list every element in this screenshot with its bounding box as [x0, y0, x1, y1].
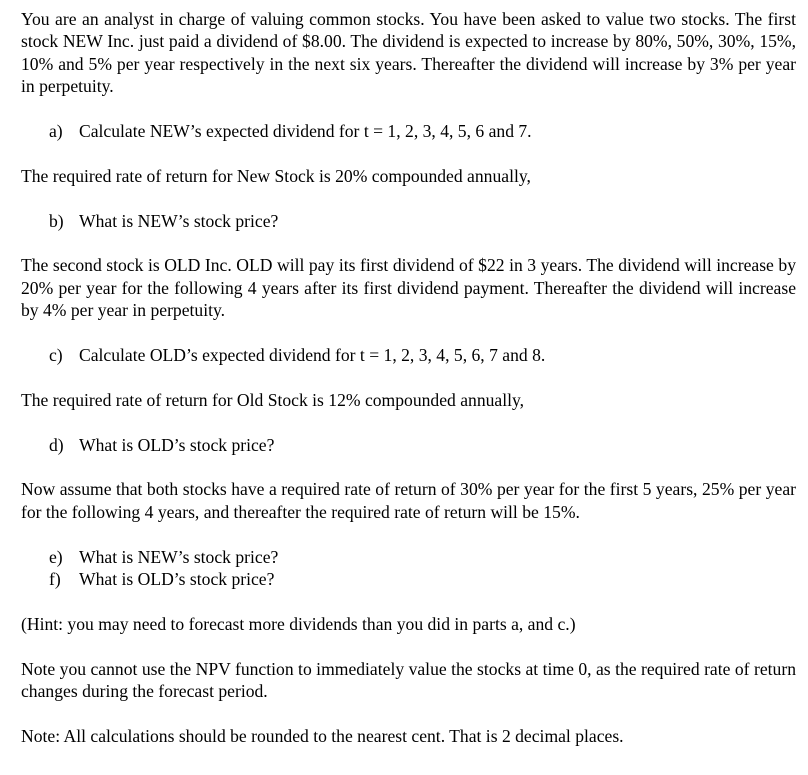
question-a-marker: a) [49, 121, 63, 142]
question-c-marker: c) [49, 345, 63, 366]
question-b-text: What is NEW’s stock price? [79, 210, 279, 231]
question-f-marker: f) [49, 569, 61, 590]
spacer [21, 456, 796, 478]
question-e [21, 546, 796, 568]
question-c-text: Calculate OLD’s expected dividend for t = 1, 2, 3, 4, 5, 6, 7 and 8. [79, 345, 546, 366]
spacer [21, 142, 796, 164]
spacer [21, 523, 796, 545]
question-c [21, 344, 796, 366]
question-d-marker: d) [49, 434, 64, 455]
old-rate-paragraph: The required rate of return for Old Stock is 12% compounded annually, [21, 389, 525, 410]
question-b-marker: b) [49, 210, 64, 231]
question-f [21, 568, 796, 590]
spacer [21, 98, 796, 120]
spacer [21, 187, 796, 209]
document-body [21, 8, 796, 747]
spacer [21, 702, 796, 724]
question-a [21, 120, 796, 142]
rounding-note-paragraph: Note: All calculations should be rounded to the nearest cent. That is 2 decimal places. [21, 725, 624, 746]
question-a-text: Calculate NEW’s expected dividend for t = 1, 2, 3, 4, 5, 6 and 7. [79, 121, 532, 142]
spacer [21, 366, 796, 388]
spacer [21, 411, 796, 433]
old-intro-paragraph: The second stock is OLD Inc. OLD will pay its first dividend of $22 in 3 years. The dividend will increase by 20% per year for the following 4 years after its first dividend payment. Thereafter the dividend will increase by 4% per year in perpetuity. [21, 255, 796, 321]
npv-note-paragraph: Note you cannot use the NPV function to immediately value the stocks at time 0, as the required rate of return changes during the forecast period. [21, 658, 796, 702]
intro-paragraph: You are an analyst in charge of valuing common stocks. You have been asked to value two stocks. The first stock NEW Inc. just paid a dividend of $8.00. The dividend is expected to increase by 80%, 50%, 30%, 15%, 10% and 5% per year respectively in the next six years. Thereafter the dividend will increase by 3% per year in perpetuity. [21, 9, 796, 97]
spacer [21, 635, 796, 657]
new-rate-paragraph: The required rate of return for New Stock is 20% compounded annually, [21, 165, 531, 186]
spacer [21, 322, 796, 344]
spacer [21, 232, 796, 254]
question-f-text: What is OLD’s stock price? [79, 569, 275, 590]
question-d-text: What is OLD’s stock price? [79, 434, 275, 455]
assume-paragraph: Now assume that both stocks have a required rate of return of 30% per year for the first 5 years, 25% per year for the following 4 years, and thereafter the required rate of return will be 15%. [21, 479, 796, 522]
spacer [21, 590, 796, 612]
question-e-text: What is NEW’s stock price? [79, 546, 279, 567]
hint-paragraph: (Hint: you may need to forecast more dividends than you did in parts a, and c.) [21, 613, 576, 634]
question-e-marker: e) [49, 546, 63, 567]
question-b [21, 210, 796, 232]
question-d [21, 434, 796, 456]
